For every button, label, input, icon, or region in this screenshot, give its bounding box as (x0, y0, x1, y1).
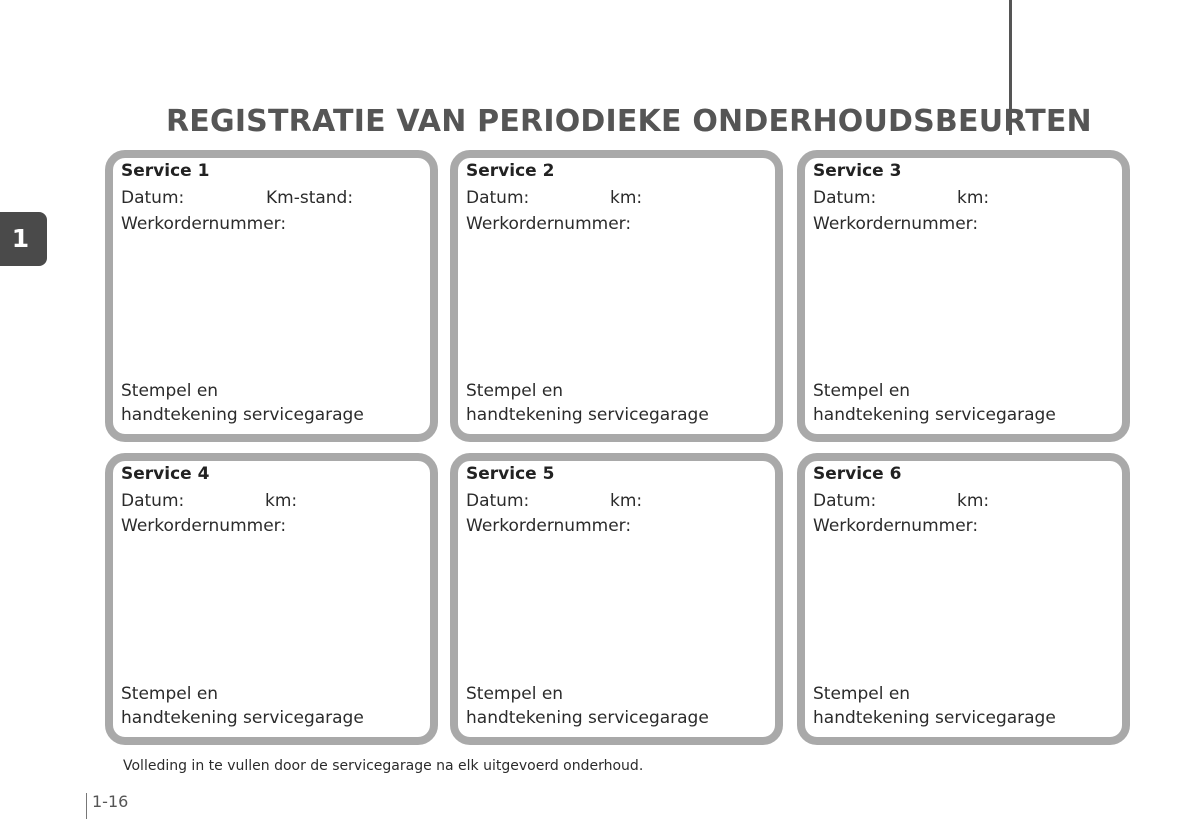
work-order-label: Werkordernummer: (466, 214, 632, 234)
date-label: Datum: (121, 188, 185, 208)
work-order-label: Werkordernummer: (813, 516, 979, 536)
work-order-label: Werkordernummer: (466, 516, 632, 536)
service-card-6 (797, 453, 1130, 745)
work-order-label: Werkordernummer: (813, 214, 979, 234)
km-label: km: (957, 491, 990, 511)
work-order-label: Werkordernummer: (121, 214, 287, 234)
service-card-5 (450, 453, 783, 745)
service-title: Service 6 (813, 464, 902, 484)
service-card-3 (797, 150, 1130, 442)
date-label: Datum: (466, 188, 530, 208)
service-title: Service 5 (466, 464, 555, 484)
stamp-label-line2: handtekening servicegarage (813, 405, 1056, 425)
stamp-label-line1: Stempel en (813, 684, 911, 704)
service-title: Service 2 (466, 161, 555, 181)
date-label: Datum: (813, 491, 877, 511)
stamp-label-line2: handtekening servicegarage (121, 708, 364, 728)
stamp-label-line1: Stempel en (121, 381, 219, 401)
stamp-label-line1: Stempel en (466, 381, 564, 401)
date-label: Datum: (466, 491, 530, 511)
stamp-label-line2: handtekening servicegarage (813, 708, 1056, 728)
service-card-1 (105, 150, 438, 442)
page-number: 1-16 (92, 792, 129, 811)
km-label: km: (610, 491, 643, 511)
stamp-label-line1: Stempel en (121, 684, 219, 704)
km-label: km: (265, 491, 298, 511)
page-number-rule (86, 793, 87, 819)
stamp-label-line2: handtekening servicegarage (121, 405, 364, 425)
km-label: Km-stand: (266, 188, 354, 208)
service-title: Service 3 (813, 161, 902, 181)
service-title: Service 4 (121, 464, 210, 484)
km-label: km: (610, 188, 643, 208)
stamp-label-line1: Stempel en (813, 381, 911, 401)
date-label: Datum: (121, 491, 185, 511)
service-card-4 (105, 453, 438, 745)
service-card-2 (450, 150, 783, 442)
footnote: Volleding in te vullen door de servicegarage na elk uitgevoerd onderhoud. (123, 758, 644, 774)
page-title: REGISTRATIE VAN PERIODIEKE ONDERHOUDSBEURTEN (166, 104, 1092, 139)
date-label: Datum: (813, 188, 877, 208)
chapter-tab: 1 (0, 212, 47, 266)
km-label: km: (957, 188, 990, 208)
work-order-label: Werkordernummer: (121, 516, 287, 536)
stamp-label-line2: handtekening servicegarage (466, 708, 709, 728)
stamp-label-line2: handtekening servicegarage (466, 405, 709, 425)
stamp-label-line1: Stempel en (466, 684, 564, 704)
service-title: Service 1 (121, 161, 210, 181)
